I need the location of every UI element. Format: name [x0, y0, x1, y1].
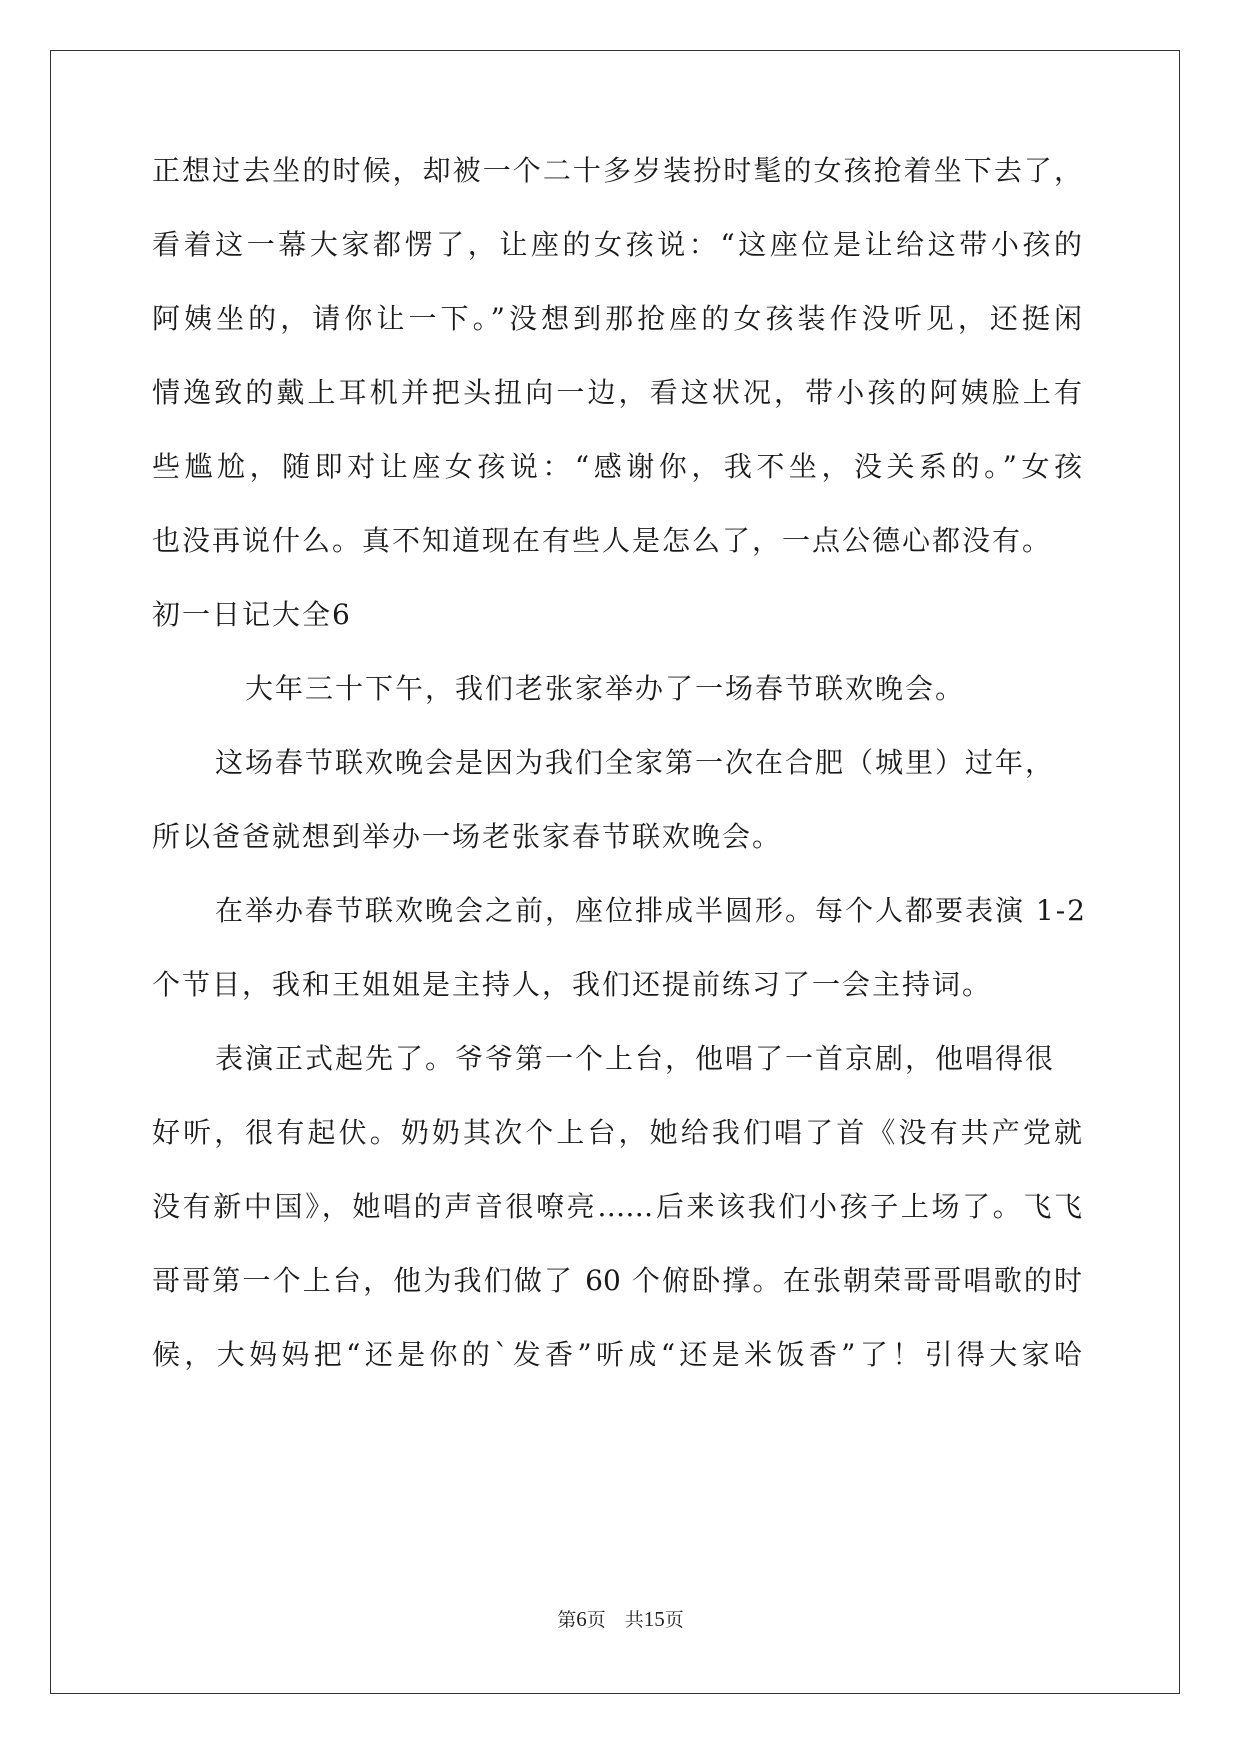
paragraph-line-5: 个节目，我和王姐姐是主持人，我们还提前练习了一会主持词。: [152, 968, 993, 1001]
paragraph-line-10: 候，大妈妈把“还是你的`发香”听成“还是米饭香”了！引得大家哈: [152, 1338, 1082, 1371]
paragraph-line-3: 所以爸爸就想到举办一场老张家春节联欢晚会。: [152, 820, 783, 853]
page-border: [50, 50, 1180, 1694]
page-middle-text: 页 共: [586, 1609, 644, 1631]
page-prefix: 第: [557, 1609, 577, 1631]
page-number-footer: [0, 1606, 1241, 1633]
page-suffix: 页: [664, 1609, 684, 1631]
body-line-2: 看着这一幕大家都愣了，让座的女孩说：“这座位是让给这带小孩的: [152, 228, 1082, 261]
current-page-number: 6: [576, 1607, 587, 1631]
paragraph-line-4: 在举办春节联欢晚会之前，座位排成半圆形。每个人都要表演 1-2: [215, 894, 1087, 927]
section-heading: 初一日记大全6: [152, 598, 352, 631]
body-line-3: 阿姨坐的，请你让一下。”没想到那抢座的女孩装作没听见，还挺闲: [152, 302, 1082, 335]
total-page-number: 15: [643, 1607, 665, 1631]
body-line-4: 情逸致的戴上耳机并把头扭向一边，看这状况，带小孩的阿姨脸上有: [152, 376, 1082, 409]
paragraph-line-6: 表演正式起先了。爷爷第一个上台，他唱了一首京剧，他唱得很: [215, 1042, 1056, 1075]
paragraph-line-8: 没有新中国》，她唱的声音很嘹亮……后来该我们小孩子上场了。飞飞: [152, 1190, 1082, 1223]
paragraph-line-9: 哥哥第一个上台，他为我们做了 60 个俯卧撑。在张朝荣哥哥唱歌的时: [152, 1264, 1082, 1297]
paragraph-line-2: 这场春节联欢晚会是因为我们全家第一次在合肥（城里）过年，: [215, 746, 1056, 779]
paragraph-line-1: 大年三十下午，我们老张家举办了一场春节联欢晚会。: [245, 672, 966, 705]
body-line-6: 也没再说什么。真不知道现在有些人是怎么了，一点公德心都没有。: [152, 524, 1053, 557]
paragraph-line-7: 好听，很有起伏。奶奶其次个上台，她给我们唱了首《没有共产党就: [152, 1116, 1082, 1149]
body-line-5: 些尴尬，随即对让座女孩说：“感谢你，我不坐，没关系的。”女孩: [152, 450, 1082, 483]
body-line-1: 正想过去坐的时候，却被一个二十多岁装扮时髦的女孩抢着坐下去了，: [152, 154, 1082, 187]
